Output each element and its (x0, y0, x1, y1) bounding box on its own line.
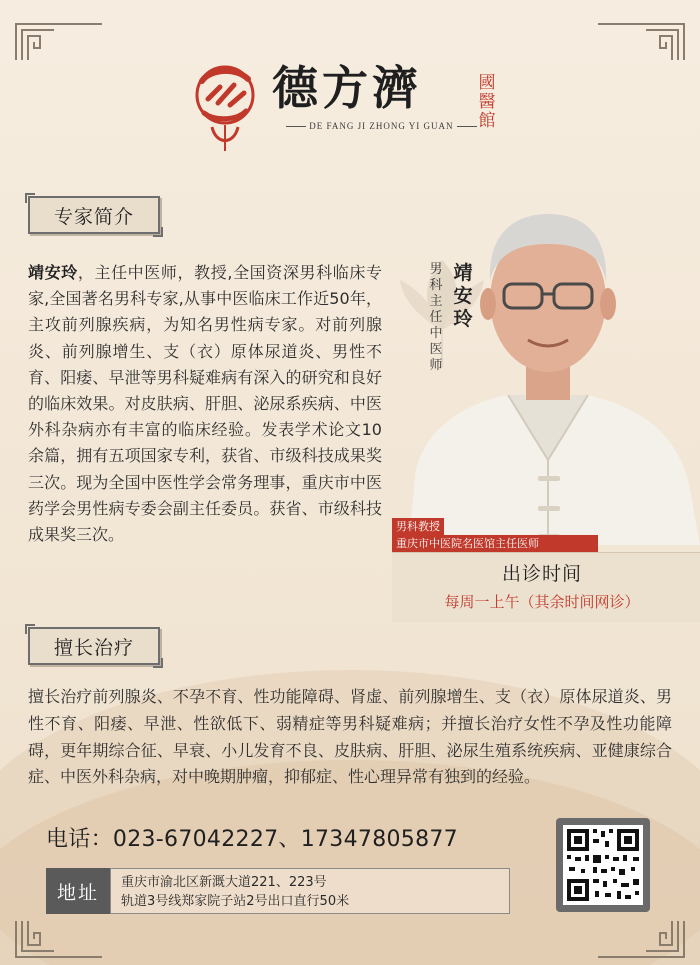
doctor-bio (28, 260, 382, 548)
phone-number: 023-67042227、17347805877 (112, 827, 458, 852)
phone-label: 电话： (46, 827, 113, 852)
corner-ornament-icon (596, 22, 686, 62)
address-line-1: 重庆市渝北区新溉大道221、223号 (121, 875, 327, 890)
clinic-hours (392, 552, 700, 622)
hospital-badge: 重庆市中医院名医馆主任医师 (392, 535, 598, 552)
address-line-2: 轨道3号线郑家院子站2号出口直行50米 (121, 894, 350, 909)
corner-ornament-icon (14, 22, 104, 62)
qr-code-icon[interactable] (556, 818, 650, 912)
specialty-text: 擅长治疗前列腺炎、不孕不育、性功能障碍、肾虚、前列腺增生、支（衣）原体尿道炎、男性不育、阳痿、早泄、性欲低下、弱精症等男科疑难病；并擅长治疗女性不孕及性功能障碍，更年期综合征、早衰、小儿发育不良、皮肤病、肝胆、泌尿生殖系统疾病、亚健康综合症、中医外科杂病，对中晚期肿瘤，抑郁症、性心理异常有独到的经验。 (28, 687, 672, 787)
corner-ornament-icon (14, 919, 104, 959)
specialty-heading: 擅长治疗 (28, 627, 160, 665)
brand-name: 德方濟 (272, 61, 422, 115)
doctor-title-vertical: 男科主任中医师 (429, 262, 443, 373)
clinic-hours-title: 出诊时间 (501, 563, 582, 585)
clinic-hours-time: 每周一上午（其余时间网诊） (444, 593, 640, 611)
doctor-name: 靖安玲 (28, 263, 78, 282)
address-box (110, 868, 510, 914)
corner-ornament-icon (596, 919, 686, 959)
address-label: 地址 (46, 868, 110, 914)
brand-pinyin: DE FANG JI ZHONG YI GUAN (309, 121, 454, 131)
profile-heading: 专家简介 (28, 196, 160, 234)
brand (272, 62, 472, 114)
guan-label: 國醫館 (478, 73, 496, 131)
brand-pinyin-row (286, 121, 496, 131)
phone-line (46, 822, 506, 853)
professor-badge: 男科教授 (392, 518, 444, 535)
seal-logo-icon (190, 55, 260, 155)
doctor-name-vertical: 靖安玲 (453, 262, 473, 330)
bio-text: ，主任中医师，教授,全国资深男科临床专家,全国著名男科专家,从事中医临床工作近50年，主攻前列腺疾病，为知名男性病专家。对前列腺炎、前列腺增生、支（衣）原体尿道炎、男性不育、阳痿、早泄等男科疑难病有深入的研究和良好的临床效果。对皮肤病、肝胆、泌尿系疾病、中医外科杂病亦有丰富的临床经验。发表学术论文10余篇，拥有五项国家专利，获省、市级科技成果奖三次。现为全国中医性学会常务理事，重庆市中医药学会男性病专委会副主任委员。获省、市级科技成果奖三次。 (28, 263, 382, 545)
